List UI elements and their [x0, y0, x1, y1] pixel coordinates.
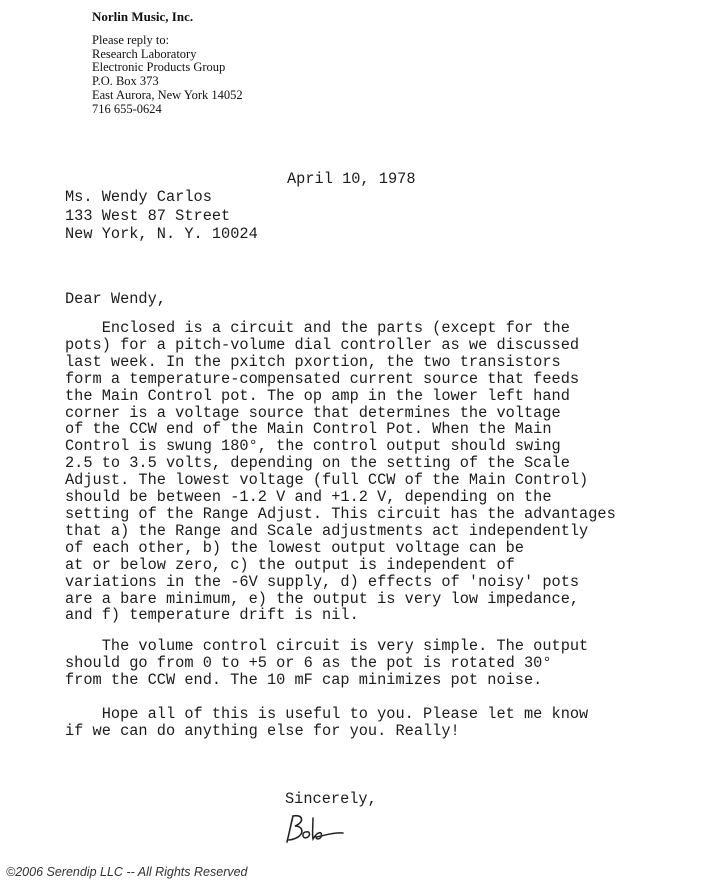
- reply-to-line: Electronic Products Group: [92, 60, 226, 75]
- salutation: Dear Wendy,: [65, 290, 166, 308]
- body-paragraph-2: [65, 638, 588, 689]
- paragraph-line: are a bare minimum, e) the output is very low impedance,: [65, 589, 580, 608]
- body-paragraph-1: [65, 320, 616, 624]
- paragraph-line: the Main Control pot. The op amp in the lower left hand: [65, 386, 570, 405]
- letter-date: April 10, 1978: [287, 170, 416, 188]
- reply-to-line: East Aurora, New York 14052: [92, 87, 243, 102]
- paragraph-line: at or below zero, c) the output is independent of: [65, 555, 515, 574]
- signature-image: [283, 812, 347, 846]
- paragraph-line: that a) the Range and Scale adjustments act independently: [65, 521, 589, 540]
- paragraph-line: 2.5 to 3.5 volts, depending on the setting of the Scale: [65, 454, 570, 473]
- letterhead: [92, 10, 243, 117]
- recipient-line: New York, N. Y. 10024: [65, 225, 258, 243]
- reply-to-line: P.O. Box 373: [92, 74, 159, 89]
- paragraph-line: setting of the Range Adjust. This circuit has the advantages: [65, 504, 616, 523]
- paragraph-line: and f) temperature drift is nil.: [65, 606, 359, 625]
- paragraph-line: Hope all of this is useful to you. Please let me know: [65, 705, 589, 723]
- paragraph-line: Adjust. The lowest voltage (full CCW of the Main Control): [65, 471, 589, 490]
- paragraph-line: should go from 0 to +5 or 6 as the pot is rotated 30°: [65, 653, 552, 672]
- paragraph-line: last week. In the pxitch pxortion, the two transistors: [65, 352, 561, 371]
- paragraph-line: from the CCW end. The 10 mF cap minimizes pot noise.: [65, 670, 543, 689]
- recipient-line: 133 West 87 Street: [65, 206, 231, 225]
- paragraph-line: if we can do anything else for you. Really!: [65, 721, 460, 740]
- company-name: Norlin Music, Inc.: [92, 9, 194, 24]
- paragraph-line: variations in the -6V supply, d) effects of 'noisy' pots: [65, 572, 580, 591]
- copyright-notice: ©2006 Serendip LLC -- All Rights Reserved: [6, 865, 248, 879]
- reply-to-line: 716 655-0624: [92, 101, 162, 116]
- paragraph-line: should be between -1.2 V and +1.2 V, depending on the: [65, 488, 552, 507]
- paragraph-line: of the CCW end of the Main Control Pot. When the Main: [65, 420, 552, 439]
- paragraph-line: Control is swung 180°, the control output should swing: [65, 437, 561, 456]
- reply-to-line: Research Laboratory: [92, 46, 197, 61]
- paragraph-line: form a temperature-compensated current source that feeds: [65, 369, 580, 388]
- paragraph-line: of each other, b) the lowest output voltage can be: [65, 538, 524, 557]
- paragraph-line: pots) for a pitch-volume dial controller as we discussed: [65, 335, 580, 354]
- recipient-line: Ms. Wendy Carlos: [65, 188, 212, 206]
- body-paragraph-3: [65, 706, 588, 740]
- reply-to-line: Please reply to:: [92, 32, 170, 47]
- paragraph-line: Enclosed is a circuit and the parts (except for the: [65, 319, 570, 337]
- paragraph-line: The volume control circuit is very simple. The output: [65, 637, 589, 655]
- paragraph-line: corner is a voltage source that determines the voltage: [65, 403, 561, 422]
- recipient-address: [65, 188, 258, 244]
- closing: Sincerely,: [285, 790, 377, 808]
